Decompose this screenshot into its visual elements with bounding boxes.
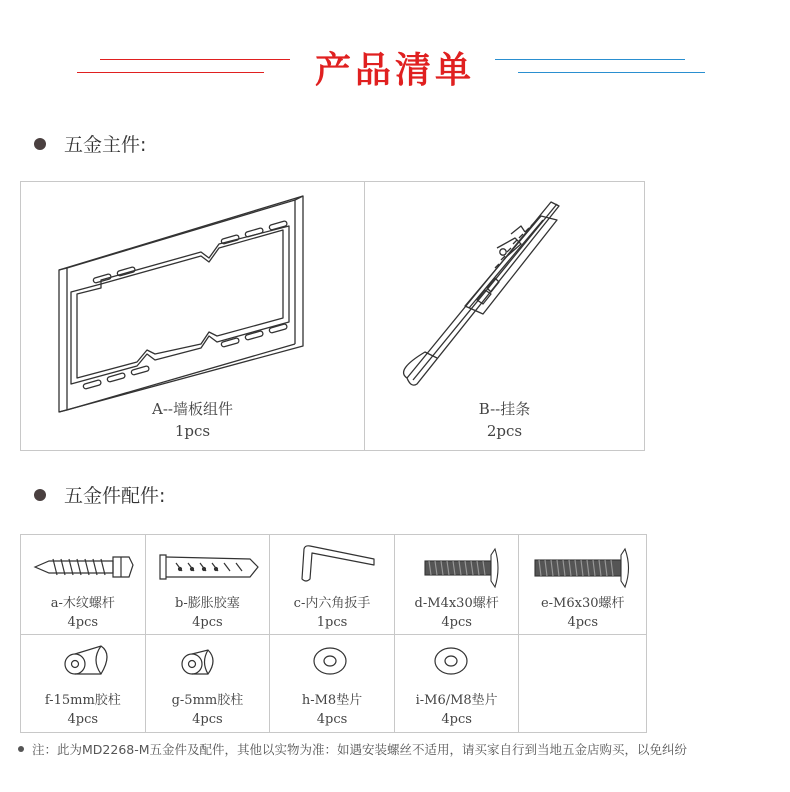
main-part-cell-b bbox=[365, 182, 644, 450]
accessory-caption bbox=[395, 594, 519, 632]
empty-cell bbox=[519, 634, 646, 732]
accessory-qty: 4pcs bbox=[67, 615, 99, 630]
accessory-cell bbox=[146, 634, 271, 732]
accessory-qty: 4pcs bbox=[441, 712, 472, 727]
main-parts-heading bbox=[34, 130, 146, 157]
accessory-cell bbox=[146, 535, 271, 634]
accessory-caption bbox=[146, 594, 270, 632]
accessory-caption bbox=[519, 594, 646, 632]
accessory-caption bbox=[395, 691, 519, 729]
accessory-cell bbox=[21, 634, 146, 732]
accessories-table bbox=[20, 534, 647, 733]
accessory-qty: 4pcs bbox=[192, 712, 223, 727]
washer-m8-icon bbox=[270, 634, 395, 692]
main-parts-table bbox=[20, 181, 645, 451]
accessory-caption bbox=[270, 594, 394, 632]
m6-bolt-icon bbox=[519, 535, 646, 593]
bullet-icon bbox=[34, 489, 46, 501]
main-part-caption-b bbox=[365, 398, 644, 442]
accessory-qty: 4pcs bbox=[192, 615, 223, 630]
m4-bolt-icon bbox=[395, 535, 520, 593]
accessory-name: h-M8垫片 bbox=[301, 693, 363, 708]
accessory-qty: 4pcs bbox=[316, 712, 348, 727]
spacer-15mm-icon bbox=[21, 634, 146, 692]
accessory-name: b-膨胀胶塞 bbox=[175, 596, 240, 611]
accessory-name: i-M6/M8垫片 bbox=[415, 693, 498, 708]
main-part-qty: 1pcs bbox=[174, 422, 211, 440]
accessory-caption bbox=[21, 691, 145, 729]
main-part-name: B--挂条 bbox=[478, 400, 531, 418]
main-part-qty: 2pcs bbox=[486, 422, 523, 440]
accessory-cell bbox=[395, 634, 520, 732]
accessory-cell bbox=[519, 535, 646, 634]
accessory-qty: 4pcs bbox=[567, 615, 598, 630]
accessories-row bbox=[21, 535, 646, 635]
accessory-name: d-M4x30螺杆 bbox=[414, 596, 499, 611]
footnote-text: 注：此为MD2268-M五金件及配件，其他以实物为准：如遇安装螺丝不适用，请买家自行到当地五金店购买，以免纠纷 bbox=[32, 742, 688, 757]
accessory-caption bbox=[270, 691, 394, 729]
accessory-name: f-15mm胶柱 bbox=[44, 693, 121, 708]
accessory-caption bbox=[21, 594, 145, 632]
expansion-anchor-icon bbox=[146, 535, 271, 593]
accessories-row bbox=[21, 634, 646, 732]
washer-m6-m8-icon bbox=[395, 634, 520, 692]
accessory-caption bbox=[146, 691, 270, 729]
main-part-caption-a bbox=[21, 398, 364, 442]
accessory-cell bbox=[270, 535, 395, 634]
bullet-icon bbox=[34, 138, 46, 150]
accessory-name: a-木纹螺杆 bbox=[50, 596, 115, 611]
hex-key-icon bbox=[270, 535, 395, 593]
accessory-qty: 1pcs bbox=[316, 615, 348, 630]
accessories-heading-text: 五金件配件: bbox=[64, 485, 166, 507]
accessory-name: g-5mm胶柱 bbox=[171, 693, 244, 708]
main-part-cell-a bbox=[21, 182, 365, 450]
main-parts-heading-text: 五金主件: bbox=[64, 134, 147, 156]
wall-plate-icon bbox=[21, 182, 365, 422]
accessory-qty: 4pcs bbox=[441, 615, 472, 630]
footnote bbox=[18, 740, 687, 758]
accessory-cell bbox=[270, 634, 395, 732]
page-title: 产品清单 bbox=[314, 50, 475, 91]
main-part-name: A--墙板组件 bbox=[152, 400, 233, 418]
wood-screw-icon bbox=[21, 535, 146, 593]
accessory-name: c-内六角扳手 bbox=[293, 596, 371, 611]
accessory-qty: 4pcs bbox=[67, 712, 99, 727]
hanging-strip-icon bbox=[365, 182, 645, 422]
accessory-cell bbox=[21, 535, 146, 634]
accessories-heading bbox=[34, 481, 165, 508]
accessory-cell bbox=[395, 535, 520, 634]
spacer-5mm-icon bbox=[146, 634, 271, 692]
accessory-name: e-M6x30螺杆 bbox=[540, 596, 625, 611]
bullet-icon bbox=[18, 746, 24, 752]
